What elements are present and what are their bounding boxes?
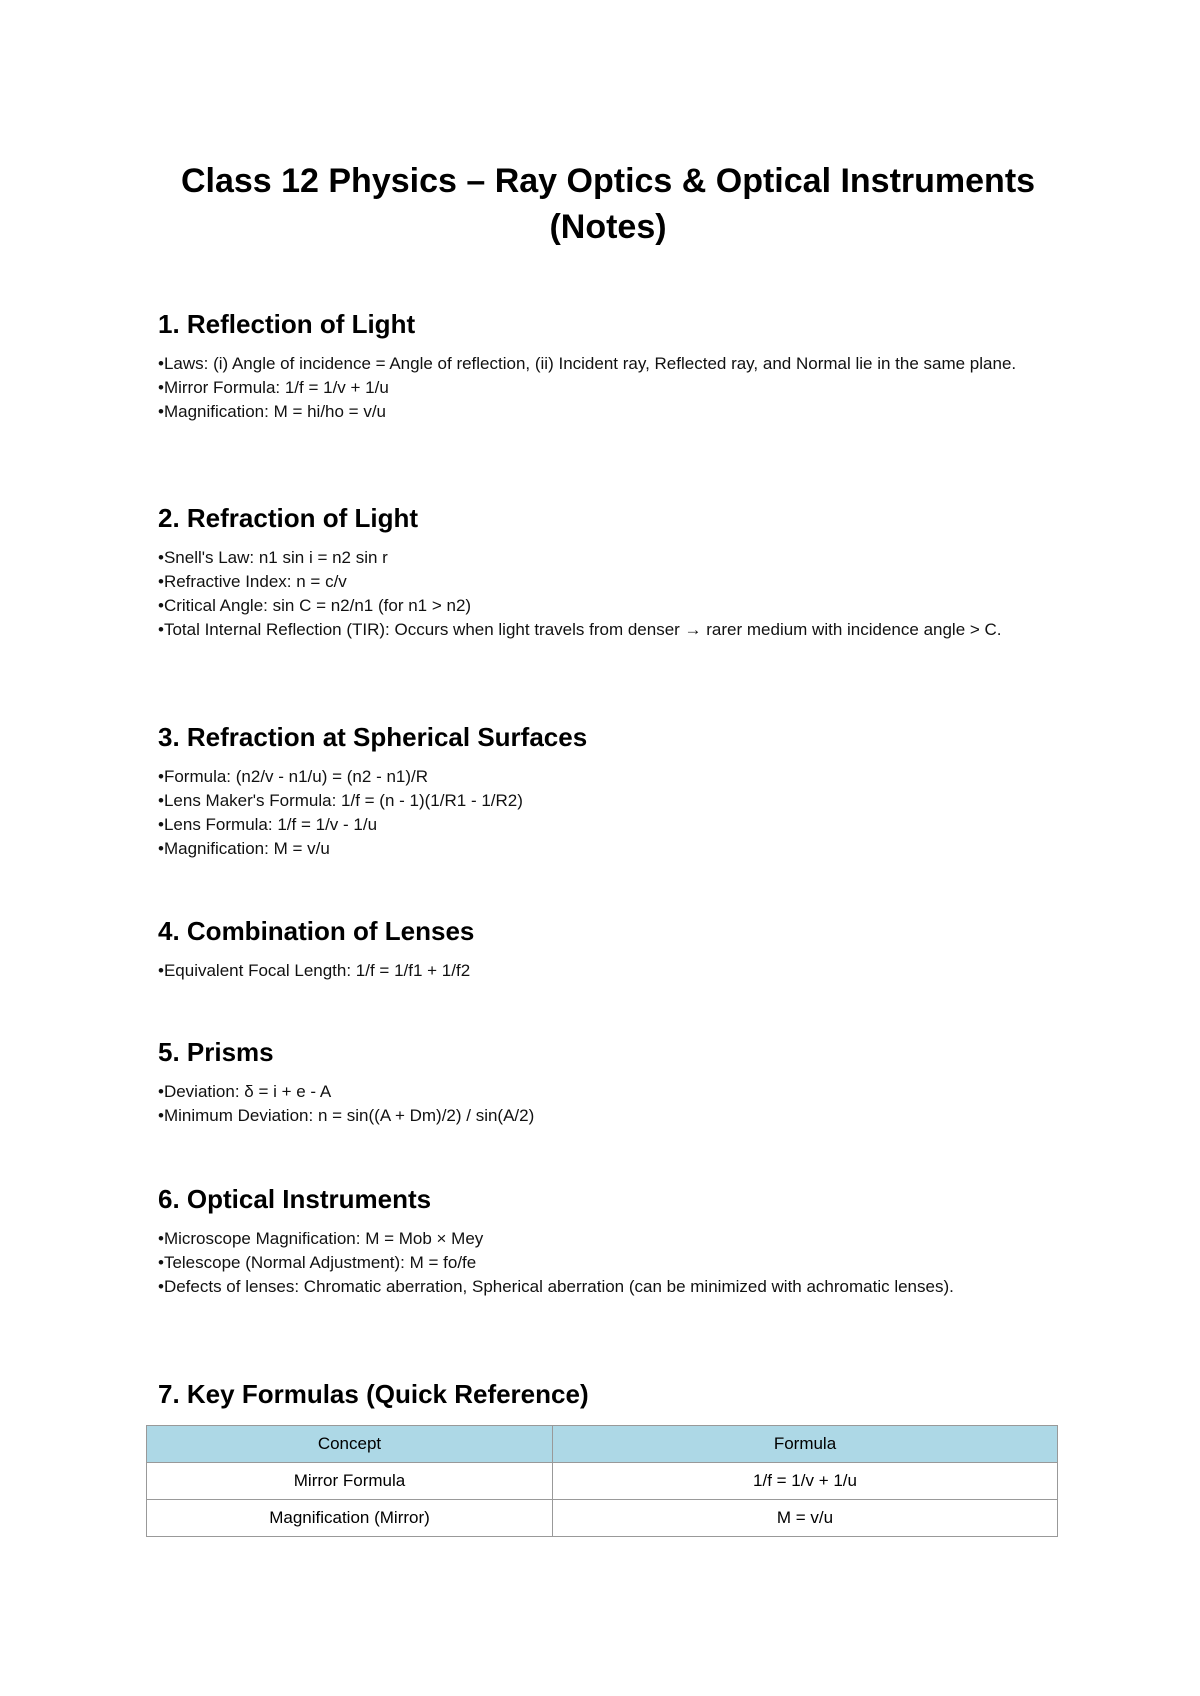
list-item: • Mirror Formula: 1/f = 1/v + 1/u — [158, 376, 1058, 400]
section-combination-lenses — [158, 915, 1058, 983]
section-optical-instruments — [158, 1183, 1058, 1299]
list-item: • Lens Maker's Formula: 1/f = (n - 1)(1/R1 - 1/R2) — [158, 789, 1058, 813]
list-item: • Laws: (i) Angle of incidence = Angle of reflection, (ii) Incident ray, Reflected ray, and Normal lie in the same plane. — [158, 352, 1058, 376]
bullet-list — [158, 1227, 1058, 1299]
list-item: • Refractive Index: n = c/v — [158, 570, 1058, 594]
list-item: • Telescope (Normal Adjustment): M = fo/fe — [158, 1251, 1058, 1275]
section-prisms — [158, 1036, 1058, 1128]
section-heading: 7. Key Formulas (Quick Reference) — [158, 1379, 589, 1409]
column-header-formula: Formula — [553, 1426, 1058, 1463]
table-cell-concept: Magnification (Mirror) — [147, 1500, 553, 1537]
section-heading: 6. Optical Instruments — [158, 1184, 432, 1214]
section-heading: 2. Refraction of Light — [158, 503, 418, 533]
bullet-list — [158, 959, 1058, 983]
section-heading: 5. Prisms — [158, 1037, 274, 1067]
formula-table — [146, 1425, 1058, 1537]
section-reflection — [158, 308, 1058, 424]
list-item: • Microscope Magnification: M = Mob × Mey — [158, 1227, 1058, 1251]
list-item: • Total Internal Reflection (TIR): Occurs when light travels from denser → rarer medium with incidence angle > C. — [158, 618, 1058, 642]
section-heading: 4. Combination of Lenses — [158, 916, 475, 946]
table-row — [147, 1500, 1058, 1537]
list-item: • Defects of lenses: Chromatic aberration, Spherical aberration (can be minimized with achromatic lenses). — [158, 1275, 1058, 1299]
list-item: • Deviation: δ = i + e - A — [158, 1080, 1058, 1104]
list-item: • Magnification: M = v/u — [158, 837, 1058, 861]
section-key-formulas — [158, 1378, 1058, 1410]
list-item: • Magnification: M = hi/ho = v/u — [158, 400, 1058, 424]
list-item: • Equivalent Focal Length: 1/f = 1/f1 + 1/f2 — [158, 959, 1058, 983]
section-heading: 1. Reflection of Light — [158, 309, 416, 339]
table-cell-formula: M = v/u — [553, 1500, 1058, 1537]
column-header-concept: Concept — [147, 1426, 553, 1463]
list-item: • Minimum Deviation: n = sin((A + Dm)/2) / sin(A/2) — [158, 1104, 1058, 1128]
bullet-list — [158, 546, 1058, 642]
page-title: Class 12 Physics – Ray Optics & Optical Instruments (Notes) — [180, 162, 1036, 246]
section-heading: 3. Refraction at Spherical Surfaces — [158, 722, 588, 752]
list-item: • Lens Formula: 1/f = 1/v - 1/u — [158, 813, 1058, 837]
list-item: • Snell's Law: n1 sin i = n2 sin r — [158, 546, 1058, 570]
list-item: • Formula: (n2/v - n1/u) = (n2 - n1)/R — [158, 765, 1058, 789]
table-cell-formula: 1/f = 1/v + 1/u — [553, 1463, 1058, 1500]
section-spherical-surfaces — [158, 721, 1058, 861]
list-item: • Critical Angle: sin C = n2/n1 (for n1 > n2) — [158, 594, 1058, 618]
table-row — [147, 1463, 1058, 1500]
table-header-row — [147, 1426, 1058, 1463]
bullet-list — [158, 352, 1058, 424]
section-refraction — [158, 502, 1058, 642]
bullet-list — [158, 1080, 1058, 1128]
bullet-list — [158, 765, 1058, 861]
table-cell-concept: Mirror Formula — [147, 1463, 553, 1500]
